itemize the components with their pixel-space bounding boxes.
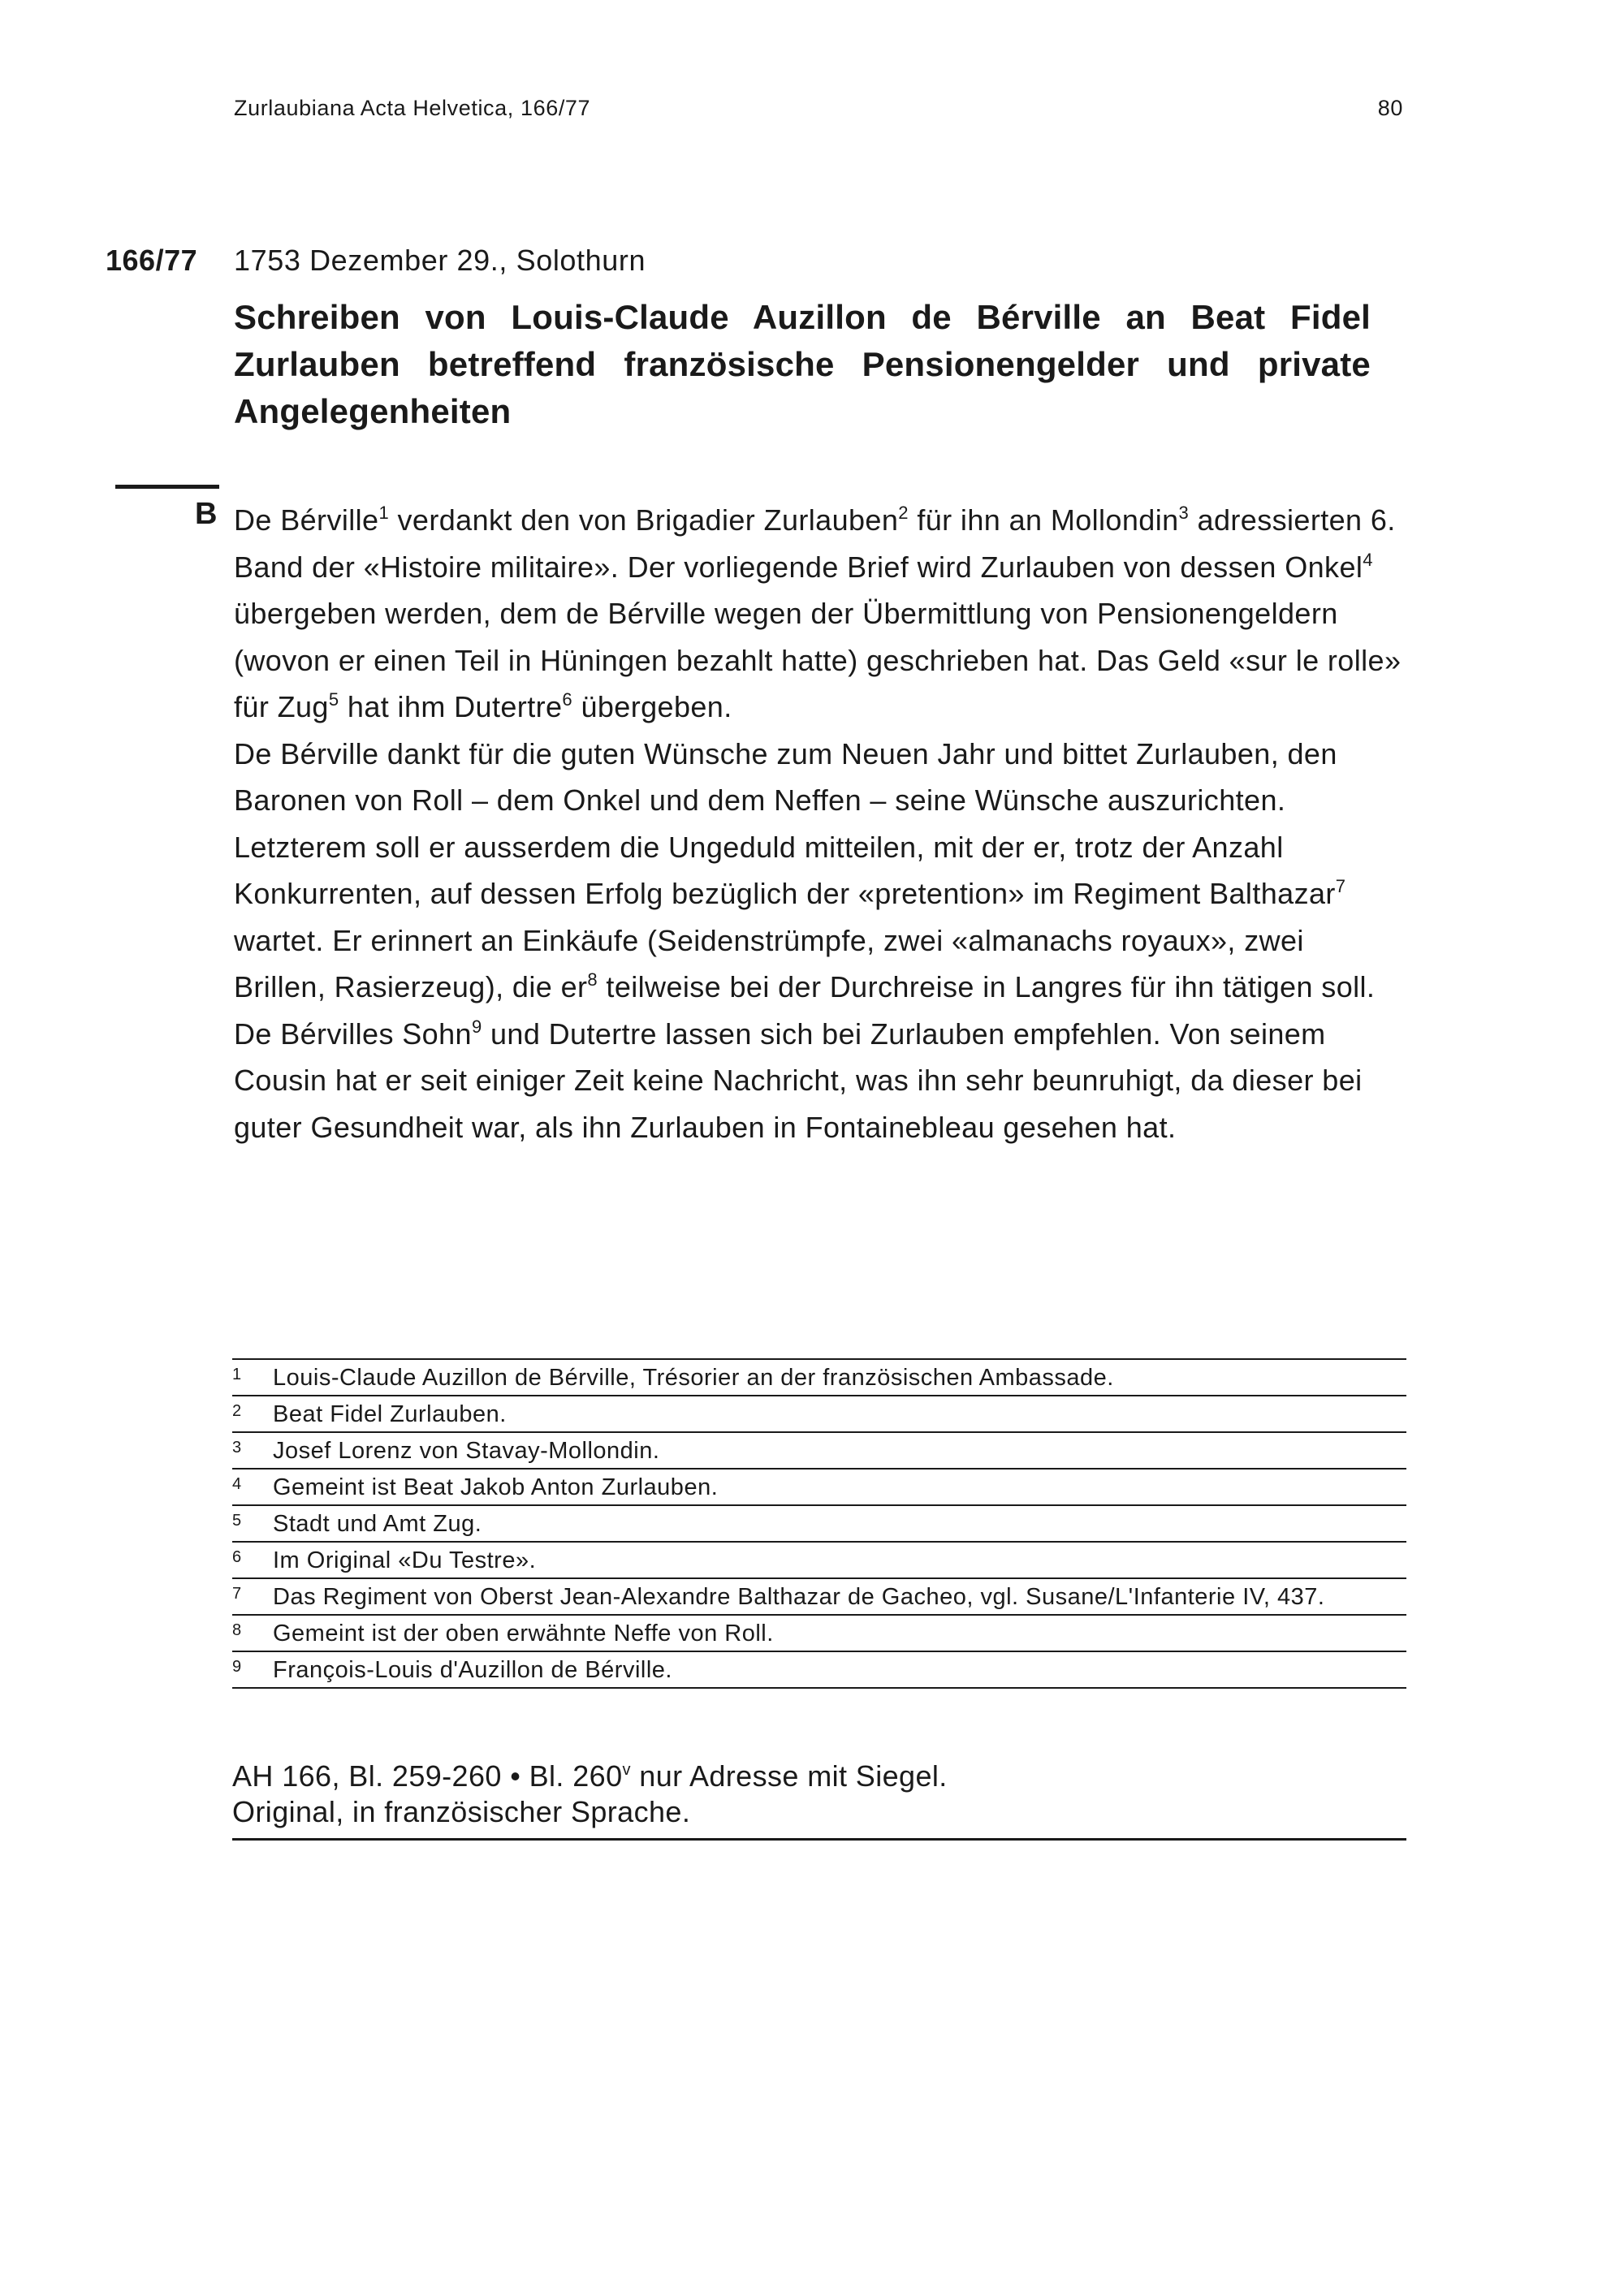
text: AH 166, Bl. 259-260 • Bl. 260 — [232, 1759, 623, 1793]
footnotes — [232, 1358, 1406, 1689]
paragraph-2 — [234, 731, 1403, 1011]
document-title: Schreiben von Louis-Claude Auzillon de Bérville an Beat Fidel Zurlauben betreffend französische Pensionengelder und private Angelegenheiten — [234, 298, 1371, 430]
footnote-number: 3 — [232, 1439, 242, 1457]
text: für ihn an Mollondin — [908, 503, 1179, 537]
footnote — [232, 1541, 1406, 1577]
text: adressierten 6. Band der «Histoire militaire». Der vorliegende Brief wird Zurlauben von dessen Onkel — [234, 503, 1396, 584]
footnote-text: Gemeint ist der oben erwähnte Neffe von Roll. — [273, 1621, 774, 1646]
footnote — [232, 1358, 1406, 1395]
footnote-number: 9 — [232, 1658, 242, 1676]
text: und Dutertre lassen sich bei Zurlauben empfehlen. Von seinem Cousin hat er seit einiger Zeit keine Nachricht, was ihn sehr beunruhigt, da dieser bei guter Gesundheit war, als ihn Zurlauben in Fontainebleau gesehen hat. — [234, 1016, 1363, 1144]
footnote-text: Beat Fidel Zurlauben. — [273, 1401, 507, 1427]
footnote-number: 4 — [232, 1475, 242, 1493]
text: hat ihm Dutertre — [339, 690, 563, 723]
footnote-text: Gemeint ist Beat Jakob Anton Zurlauben. — [273, 1474, 719, 1500]
footnote-number: 5 — [232, 1512, 242, 1530]
footnote-ref: 8 — [587, 969, 598, 990]
source-line-2: Original, in französischer Sprache. — [232, 1795, 691, 1828]
footnote-number: 2 — [232, 1402, 242, 1420]
footnote-text: Josef Lorenz von Stavay-Mollondin. — [273, 1438, 660, 1464]
footnote-text: Das Regiment von Oberst Jean-Alexandre Balthazar de Gacheo, vgl. Susane/L'Infanterie IV, 437. — [273, 1584, 1325, 1610]
section-marker-letter: B — [195, 497, 218, 531]
footnote — [232, 1395, 1406, 1431]
footnote — [232, 1577, 1406, 1614]
footnote — [232, 1468, 1406, 1504]
footnote-ref: 3 — [1178, 503, 1190, 523]
footnote-ref: 6 — [562, 689, 573, 710]
footnote-number: 6 — [232, 1548, 242, 1566]
footnote — [232, 1614, 1406, 1651]
footnote-text: Louis-Claude Auzillon de Bérville, Trésorier an der französischen Ambassade. — [273, 1365, 1114, 1391]
text: teilweise bei der Durchreise in Langres für ihn tätigen soll. — [598, 970, 1376, 1003]
running-head-title: Zurlaubiana Acta Helvetica, 166/77 — [234, 96, 591, 120]
text: nur Adresse mit Siegel. — [630, 1759, 948, 1793]
footnote-ref: 4 — [1363, 549, 1373, 570]
footnote — [232, 1651, 1406, 1689]
footnote-ref: 9 — [471, 1016, 482, 1037]
document-number: 166/77 — [106, 244, 198, 277]
page-number: 80 — [1377, 96, 1403, 120]
text: wartet. Er erinnert an Einkäufe (Seidenstrümpfe, zwei «almanachs royaux», zwei Brillen, Rasierzeug), die er — [234, 923, 1304, 1003]
paragraph-1 — [234, 497, 1403, 731]
footnote-ref: 5 — [328, 689, 339, 710]
footnote-ref: 2 — [898, 503, 909, 523]
footnote-text: Stadt und Amt Zug. — [273, 1511, 482, 1537]
section-marker-rule — [115, 485, 219, 489]
footnote-text: Im Original «Du Testre». — [273, 1547, 537, 1573]
text: übergeben werden, dem de Bérville wegen der Übermittlung von Pensionengeldern (wovon er einen Teil in Hüningen bezahlt hatte) geschrieben hat. Das Geld «sur le rolle» für Zug — [234, 597, 1402, 723]
footnote-text: François-Louis d'Auzillon de Bérville. — [273, 1657, 672, 1683]
regest-body — [234, 497, 1403, 1150]
footnote-number: 7 — [232, 1585, 242, 1603]
source-line-1 — [232, 1759, 1406, 1794]
source-note — [232, 1759, 1406, 1841]
footnote-number: 1 — [232, 1366, 242, 1383]
running-head — [234, 96, 1403, 128]
text: De Bérvilles Sohn — [234, 1016, 472, 1051]
paragraph-3 — [234, 1011, 1403, 1151]
footnote — [232, 1431, 1406, 1468]
footnote-ref: 1 — [378, 503, 390, 523]
footnote — [232, 1504, 1406, 1541]
footnote-number: 8 — [232, 1621, 242, 1639]
date-place: 1753 Dezember 29., Solothurn — [234, 244, 646, 277]
text: De Bérville — [234, 503, 379, 537]
text: verdankt den von Brigadier Zurlauben — [389, 503, 899, 537]
text: übergeben. — [572, 690, 732, 723]
text: De Bérville dankt für die guten Wünsche zum Neuen Jahr und bittet Zurlauben, den Baronen von Roll – dem Onkel und dem Neffen – seine Wünsche auszurichten. Letzterem soll er ausserdem die Ungeduld mitteilen, mit der er, trotz der Anzahl Konkurrenten, auf dessen Erfolg bezüglich der «pretention» im Regiment Balthazar — [234, 736, 1337, 910]
verso-marker: v — [622, 1761, 631, 1779]
footnote-ref: 7 — [1335, 876, 1346, 896]
